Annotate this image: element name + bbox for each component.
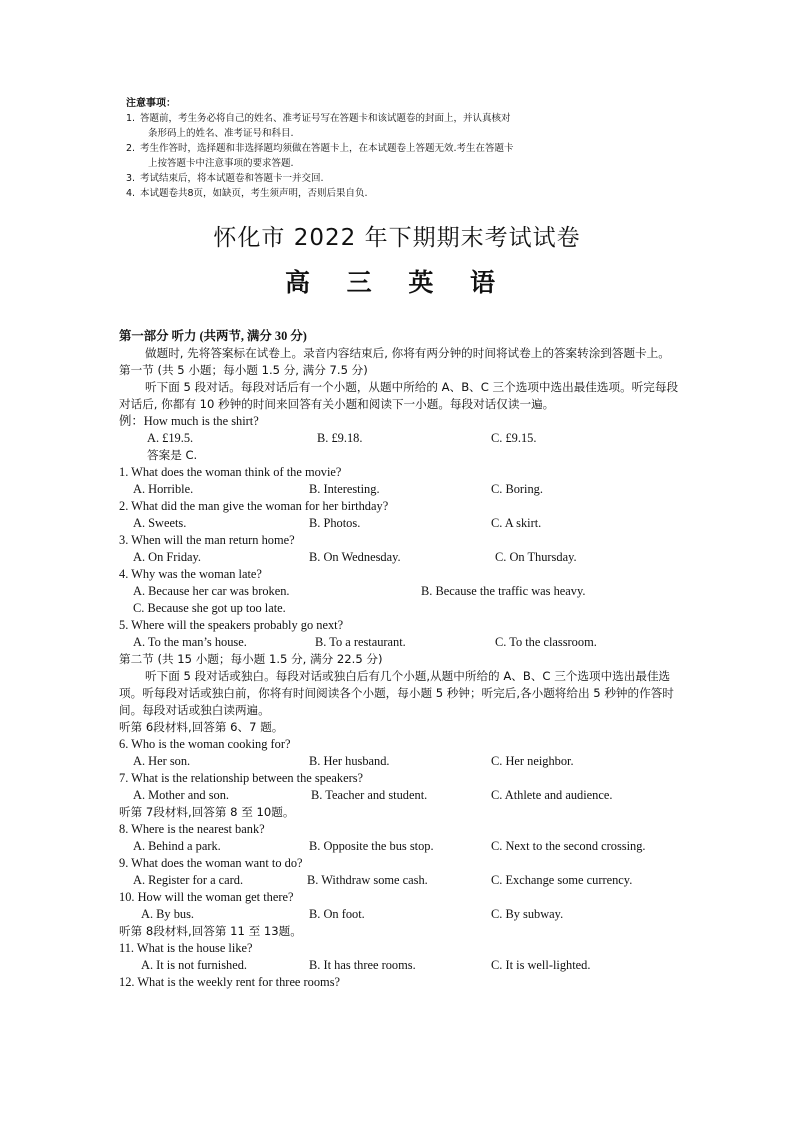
option-b: B. Photos. [309,516,361,530]
instructions-title: 注意事项： [126,98,176,109]
option-a: A. On Friday. [133,550,202,564]
question-options [119,838,681,855]
question-text: 9. What does the woman want to do? [119,856,303,870]
question-options [119,753,681,770]
option-b: B. On Wednesday. [309,550,401,564]
question-options [119,549,681,566]
option-a: A. It is not furnished. [141,958,247,972]
instruction-item: 2. 考生作答时，选择题和非选择题均须做在答题卡上，在本试题卷上答题无效.考生在答题卡 [126,143,514,154]
option-b: B. It has three rooms. [309,958,416,972]
question-options [119,906,681,923]
option-c: C. On Thursday. [495,550,577,564]
exam-body [119,328,681,991]
group-lead: 听第 7段材料,回答第 8 至 10题。 [119,805,295,819]
example-options [119,430,681,447]
option-b: B. Opposite the bus stop. [309,839,434,853]
instruction-item: 1. 答题前，考生务必将自己的姓名、准考证号写在答题卡和该试题卷的封面上，并认真核对 [126,113,511,124]
exam-title: 怀化市 2022 年下期期末考试试卷 [213,225,581,251]
question-text: 7. What is the relationship between the speakers? [119,771,364,785]
instructions-box [126,96,666,201]
option-b: B. £9.18. [317,431,363,445]
question-text: 5. Where will the speakers probably go next? [119,618,344,632]
question-text: 8. Where is the nearest bank? [119,822,265,836]
option-a: A. Because her car was broken. [133,584,290,598]
question-text: 3. When will the man return home? [119,533,295,547]
group-lead: 听第 6段材料,回答第 6、7 题。 [119,720,284,734]
instruction-item-cont: 上按答题卡中注意事项的要求答题. [148,158,294,169]
question-options [119,583,681,600]
option-a: A. Mother and son. [133,788,230,802]
option-b: B. On foot. [309,907,365,921]
option-c: C. To the classroom. [495,635,597,649]
option-a: A. £19.5. [147,431,194,445]
question-text: 11. What is the house like? [119,941,253,955]
part1-intro: 做题时, 先将答案标在试卷上。录音内容结束后, 你将有两分钟的时间将试卷上的答案转涂到答题卡上。 [145,346,670,360]
option-b: B. Withdraw some cash. [307,873,428,887]
question-options [119,600,681,617]
option-a: A. Horrible. [133,482,194,496]
example-answer: 答案是 C. [147,448,198,462]
question-text: 10. How will the woman get there? [119,890,294,904]
option-c: C. Her neighbor. [491,754,574,768]
instruction-item-cont: 条形码上的姓名、准考证号和科目. [148,128,294,139]
option-a: A. Register for a card. [133,873,244,887]
section2-intro: 听下面 5 段对话或独白。每段对话或独白后有几个小题,从题中所给的 A、B、C 三个选项中选出最佳选项。听每段对话或独白前，你将有时间阅读各个小题，每小题 5 秒钟；听完后,各小题将给出 5 秒钟的作答时间。每段对话或独白读两遍。 [119,669,674,717]
exam-subject: 高 三 英 语 [284,268,510,297]
question-text: 4. Why was the woman late? [119,567,262,581]
question-options [119,634,681,651]
option-c: C. £9.15. [491,431,537,445]
option-b: B. To a restaurant. [315,635,406,649]
option-a: A. Behind a park. [133,839,221,853]
option-a: A. To the man’s house. [133,635,247,649]
question-options [119,872,681,889]
option-c: C. Boring. [491,482,543,496]
option-a: A. By bus. [141,907,195,921]
section2-heading: 第二节 (共 15 小题；每小题 1.5 分, 满分 22.5 分) [119,652,383,666]
section1-intro: 听下面 5 段对话。每段对话后有一个小题，从题中所给的 A、B、C 三个选项中选出最佳选项。听完每段对话后, 你都有 10 秒钟的时间来回答有关小题和阅读下一小题。每段对话仅读一遍。 [119,380,679,411]
option-a: A. Sweets. [133,516,187,530]
option-b: B. Her husband. [309,754,390,768]
option-b: B. Teacher and student. [311,788,428,802]
option-c: C. Next to the second crossing. [491,839,646,853]
part1-heading: 第一部分 听力 (共两节, 满分 30 分) [119,329,307,343]
option-b: B. Because the traffic was heavy. [421,584,586,598]
question-text: 2. What did the man give the woman for her birthday? [119,499,389,513]
question-text: 12. What is the weekly rent for three rooms? [119,975,341,989]
option-a: A. Her son. [133,754,191,768]
instruction-item: 4. 本试题卷共8页，如缺页，考生须声明，否则后果自负. [126,188,368,199]
option-b: B. Interesting. [309,482,380,496]
section1-heading: 第一节 (共 5 小题；每小题 1.5 分, 满分 7.5 分) [119,363,368,377]
option-c: C. It is well-lighted. [491,958,591,972]
option-c: C. Because she got up too late. [133,601,286,615]
instruction-item: 3. 考试结束后，将本试题卷和答题卡一并交回. [126,173,324,184]
option-c: C. A skirt. [491,516,542,530]
question-options [119,481,681,498]
option-c: C. Exchange some currency. [491,873,633,887]
question-text: 1. What does the woman think of the movie? [119,465,342,479]
question-options [119,787,681,804]
question-text: 6. Who is the woman cooking for? [119,737,291,751]
group-lead: 听第 8段材料,回答第 11 至 13题。 [119,924,302,938]
example-question: 例：How much is the shirt? [119,414,259,428]
question-options [119,515,681,532]
option-c: C. By subway. [491,907,564,921]
option-c: C. Athlete and audience. [491,788,613,802]
question-options [119,957,681,974]
